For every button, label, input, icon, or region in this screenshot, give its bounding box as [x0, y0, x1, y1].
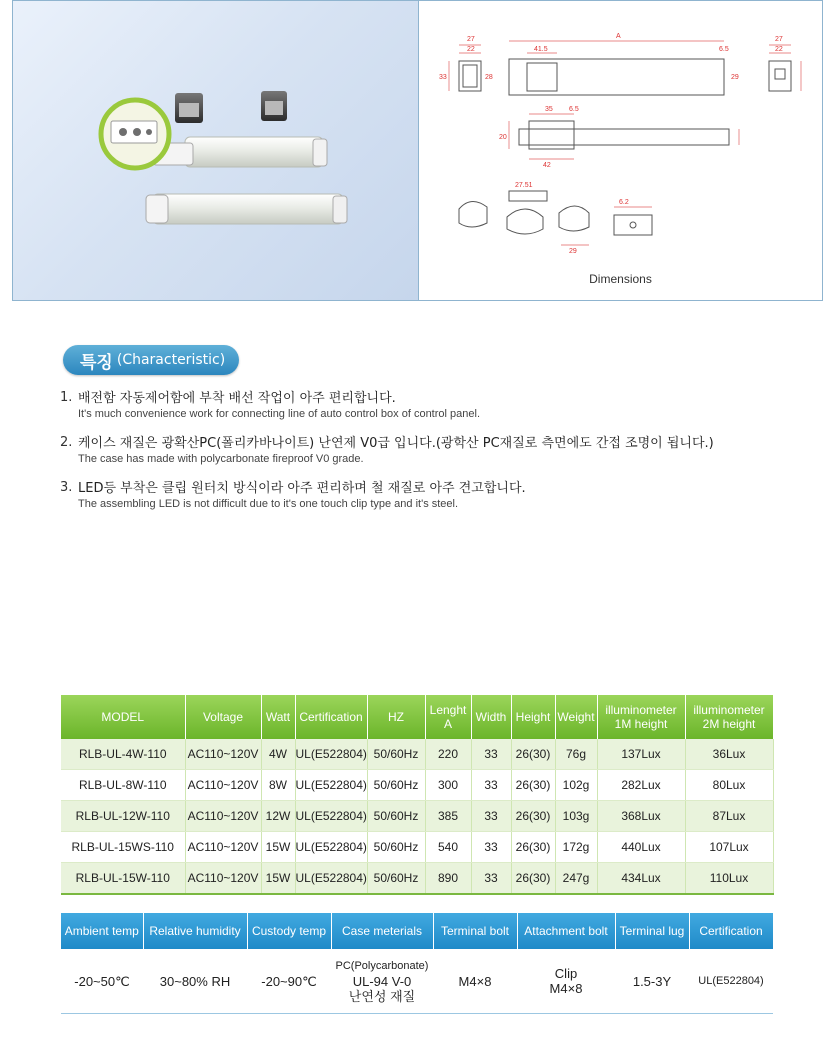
- cell-length: 890: [425, 863, 471, 895]
- cell-voltage: AC110~120V: [185, 863, 261, 895]
- cell-ambient-temp: -20~50℃: [61, 949, 143, 1014]
- attachment-line2: M4×8: [549, 981, 583, 996]
- header-lux-2m: [685, 695, 773, 739]
- cell-height: 26(30): [511, 739, 555, 770]
- header-length-line2: A: [443, 717, 452, 731]
- dim-label-33: 33: [439, 74, 447, 81]
- cell-lux-2m: 107Lux: [685, 832, 773, 863]
- env-header-row: [61, 913, 773, 949]
- cell-cert: UL(E522804): [295, 832, 367, 863]
- cell-weight: 172g: [555, 832, 597, 863]
- cell-length: 300: [425, 770, 471, 801]
- cell-width: 33: [471, 801, 511, 832]
- cell-cert: UL(E522804): [295, 770, 367, 801]
- cell-custody-temp: -20~90℃: [247, 949, 331, 1014]
- dim-label-27-left: 27: [467, 36, 475, 43]
- cell-hz: 50/60Hz: [367, 739, 425, 770]
- item-english-text: It's much convenience work for connecting line of auto control box of control panel.: [78, 408, 480, 420]
- product-photo-illustration: [13, 1, 418, 300]
- characteristic-item: [60, 435, 820, 467]
- cell-lux-1m: 440Lux: [597, 832, 685, 863]
- header-watt: Watt: [261, 695, 295, 739]
- dim-label-22-left: 22: [467, 46, 475, 53]
- cell-model: RLB-UL-15WS-110: [61, 832, 185, 863]
- dim-label-27-51: 27.51: [515, 182, 533, 189]
- product-photo: [13, 1, 418, 300]
- cell-hz: 50/60Hz: [367, 770, 425, 801]
- table-row: [61, 832, 773, 863]
- dim-label-41-5: 41.5: [534, 46, 548, 53]
- led-tube-lower: [146, 194, 347, 224]
- dim-label-27-right: 27: [775, 36, 783, 43]
- cell-relative-humidity: 30~80% RH: [143, 949, 247, 1014]
- cell-lux-2m: 80Lux: [685, 770, 773, 801]
- cell-height: 26(30): [511, 801, 555, 832]
- table-row: [61, 801, 773, 832]
- dimensions-caption: Dimensions: [589, 272, 652, 286]
- header-ambient-temp: Ambient temp: [61, 913, 143, 949]
- case-material-line2: UL-94 V-0: [352, 973, 412, 989]
- dim-label-29-b: 29: [569, 248, 577, 255]
- characteristic-badge: [63, 345, 239, 375]
- header-attachment-bolt: Attachment bolt: [517, 913, 615, 949]
- cell-weight: 102g: [555, 770, 597, 801]
- environment-table: [61, 913, 774, 1014]
- cell-terminal-lug: 1.5-3Y: [615, 949, 689, 1014]
- cell-lux-2m: 36Lux: [685, 739, 773, 770]
- cell-height: 26(30): [511, 770, 555, 801]
- terminal-block-detail: [101, 100, 169, 168]
- header-weight: Weight: [555, 695, 597, 739]
- cell-lux-1m: 137Lux: [597, 739, 685, 770]
- item-english-text: The case has made with polycarbonate fireproof V0 grade.: [78, 453, 364, 465]
- header-voltage: Voltage: [185, 695, 261, 739]
- spec-header-row: [61, 695, 773, 739]
- cell-width: 33: [471, 739, 511, 770]
- dim-label-20: 20: [499, 134, 507, 141]
- case-material-line1: PC(Polycarbonate): [335, 959, 429, 972]
- cell-lux-1m: 434Lux: [597, 863, 685, 895]
- led-tube-upper: [153, 137, 327, 167]
- cell-voltage: AC110~120V: [185, 832, 261, 863]
- cell-voltage: AC110~120V: [185, 801, 261, 832]
- cell-model: RLB-UL-8W-110: [61, 770, 185, 801]
- cell-model: RLB-UL-4W-110: [61, 739, 185, 770]
- cell-cert: UL(E522804): [295, 739, 367, 770]
- header-relative-humidity: Relative humidity: [143, 913, 247, 949]
- cell-watt: 15W: [261, 832, 295, 863]
- dim-label-35: 35: [545, 106, 553, 113]
- dim-label-6-2: 6.2: [619, 199, 629, 206]
- cell-case-materials: [331, 949, 433, 1014]
- cell-certification: UL(E522804): [689, 949, 773, 1014]
- cell-cert: UL(E522804): [295, 863, 367, 895]
- cell-hz: 50/60Hz: [367, 863, 425, 895]
- dim-label-a: A: [616, 33, 621, 40]
- cell-watt: 4W: [261, 739, 295, 770]
- dimension-drawing-panel: [419, 1, 822, 300]
- cell-attachment-bolt: [517, 949, 615, 1014]
- clip-right: [261, 91, 287, 121]
- cell-weight: 247g: [555, 863, 597, 895]
- cell-lux-2m: 110Lux: [685, 863, 773, 895]
- header-lux-2m-line1: illuminometer: [693, 703, 765, 717]
- header-height: Height: [511, 695, 555, 739]
- cell-hz: 50/60Hz: [367, 832, 425, 863]
- dim-label-6-5-b: 6.5: [569, 106, 579, 113]
- characteristic-item: [60, 390, 820, 422]
- cell-lux-1m: 282Lux: [597, 770, 685, 801]
- header-certification: Certification: [295, 695, 367, 739]
- cell-voltage: AC110~120V: [185, 770, 261, 801]
- cell-watt: 15W: [261, 863, 295, 895]
- clip-left: [175, 93, 203, 123]
- characteristic-title-ko: 특징: [80, 352, 113, 373]
- characteristic-item: [60, 480, 820, 512]
- characteristic-list: [60, 390, 820, 525]
- header-lux-2m-line2: 2M height: [702, 717, 756, 731]
- cell-height: 26(30): [511, 832, 555, 863]
- cell-watt: 8W: [261, 770, 295, 801]
- cell-width: 33: [471, 832, 511, 863]
- cell-weight: 103g: [555, 801, 597, 832]
- cell-voltage: AC110~120V: [185, 739, 261, 770]
- header-custody-temp: Custody temp: [247, 913, 331, 949]
- dim-label-6-5: 6.5: [719, 46, 729, 53]
- cell-terminal-bolt: M4×8: [433, 949, 517, 1014]
- cell-width: 33: [471, 863, 511, 895]
- cell-length: 540: [425, 832, 471, 863]
- case-material-line3: 난연성 재질: [348, 988, 416, 1004]
- cell-weight: 76g: [555, 739, 597, 770]
- table-row: [61, 770, 773, 801]
- cell-lux-1m: 368Lux: [597, 801, 685, 832]
- header-width: Width: [471, 695, 511, 739]
- dim-label-29: 29: [731, 74, 739, 81]
- cell-length: 220: [425, 739, 471, 770]
- dimension-drawing: [419, 1, 822, 271]
- cell-cert: UL(E522804): [295, 801, 367, 832]
- spec-table: [61, 695, 774, 895]
- item-korean-text: 배전함 자동제어함에 부착 배선 작업이 아주 편리합니다.: [78, 391, 396, 406]
- cell-model: RLB-UL-15W-110: [61, 863, 185, 895]
- table-row: [61, 863, 773, 895]
- cell-width: 33: [471, 770, 511, 801]
- attachment-line1: Clip: [554, 966, 578, 981]
- header-model: MODEL: [61, 695, 185, 739]
- header-terminal-bolt: Terminal bolt: [433, 913, 517, 949]
- item-korean-text: 케이스 재질은 광확산PC(폴리카바나이트) 난연제 V0급 입니다.(광학산 PC재질로 측면에도 간접 조명이 됩니다.): [78, 436, 714, 451]
- item-number: 1.: [60, 390, 73, 405]
- item-number: 3.: [60, 480, 73, 495]
- item-english-text: The assembling LED is not difficult due to it's one touch clip type and it's steel.: [78, 498, 459, 510]
- characteristic-title-en: (Characteristic): [116, 352, 226, 368]
- header-lux-1m: [597, 695, 685, 739]
- header-lux-1m-line2: 1M height: [614, 717, 668, 731]
- item-number: 2.: [60, 435, 73, 450]
- cell-height: 26(30): [511, 863, 555, 895]
- header-case-materials: Case meterials: [331, 913, 433, 949]
- header-terminal-lug: Terminal lug: [615, 913, 689, 949]
- dim-label-28: 28: [485, 74, 493, 81]
- header-length: [425, 695, 471, 739]
- cell-watt: 12W: [261, 801, 295, 832]
- env-value-row: [61, 949, 773, 1014]
- header-lux-1m-line1: illuminometer: [605, 703, 677, 717]
- header-certification: Certification: [689, 913, 773, 949]
- header-length-line1: Lenght: [429, 703, 467, 717]
- dim-label-42: 42: [543, 162, 551, 169]
- cell-length: 385: [425, 801, 471, 832]
- table-row: [61, 739, 773, 770]
- dim-label-22-right: 22: [775, 46, 783, 53]
- item-korean-text: LED등 부착은 클립 원터치 방식이라 아주 편리하며 철 재질로 아주 견고합니다.: [78, 481, 526, 496]
- product-image-frame: [12, 0, 823, 301]
- header-hz: HZ: [367, 695, 425, 739]
- cell-model: RLB-UL-12W-110: [61, 801, 185, 832]
- cell-hz: 50/60Hz: [367, 801, 425, 832]
- cell-lux-2m: 87Lux: [685, 801, 773, 832]
